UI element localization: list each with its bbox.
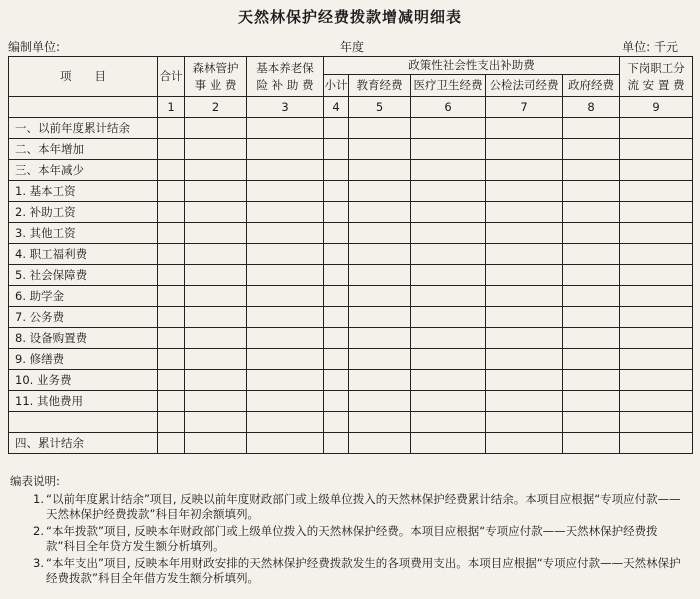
data-cell — [349, 139, 411, 160]
table-body — [9, 118, 693, 454]
data-cell — [324, 286, 349, 307]
data-cell — [324, 118, 349, 139]
data-cell — [158, 139, 185, 160]
data-cell — [349, 370, 411, 391]
row-label: 4. 职工福利费 — [9, 244, 158, 265]
header-policy-social-group: 政策性社会性支出补助费 — [324, 57, 620, 75]
data-cell — [158, 244, 185, 265]
column-number: 7 — [486, 97, 563, 118]
data-cell — [563, 181, 620, 202]
table-row — [9, 223, 693, 244]
data-cell — [349, 433, 411, 454]
data-cell — [324, 265, 349, 286]
data-cell — [324, 181, 349, 202]
data-cell — [247, 139, 324, 160]
data-cell — [486, 160, 563, 181]
data-cell — [158, 202, 185, 223]
data-cell — [324, 412, 349, 433]
data-cell — [486, 349, 563, 370]
data-cell — [349, 223, 411, 244]
row-label: 二、本年增加 — [9, 139, 158, 160]
data-cell — [349, 412, 411, 433]
data-cell — [158, 223, 185, 244]
data-cell — [185, 307, 247, 328]
data-cell — [620, 328, 693, 349]
data-cell — [158, 181, 185, 202]
data-cell — [563, 139, 620, 160]
data-cell — [411, 349, 486, 370]
data-cell — [620, 244, 693, 265]
data-cell — [486, 265, 563, 286]
row-label: 11. 其他费用 — [9, 391, 158, 412]
data-cell — [247, 181, 324, 202]
table-row — [9, 328, 693, 349]
data-cell — [185, 244, 247, 265]
data-cell — [324, 433, 349, 454]
note-item — [10, 556, 686, 587]
data-cell — [563, 328, 620, 349]
column-number: 4 — [324, 97, 349, 118]
data-cell — [563, 118, 620, 139]
data-cell — [324, 391, 349, 412]
data-cell — [247, 202, 324, 223]
data-cell — [247, 244, 324, 265]
data-cell — [486, 139, 563, 160]
row-label: 8. 设备购置费 — [9, 328, 158, 349]
detail-table — [8, 56, 693, 454]
document-title: 天然林保护经费拨款增减明细表 — [237, 8, 462, 26]
data-cell — [158, 370, 185, 391]
data-cell — [486, 370, 563, 391]
data-cell — [158, 118, 185, 139]
data-cell — [349, 181, 411, 202]
row-label: 1. 基本工资 — [9, 181, 158, 202]
note-text: “以前年度累计结余”项目, 反映以前年度财政部门或上级单位拨入的天然林保护经费累计结余。本项目应根据“专项应付款——天然林保护经费拨款”科目年初余额填列。 — [46, 491, 681, 521]
table-row — [9, 244, 693, 265]
header-medical: 医疗卫生经费 — [411, 75, 486, 97]
data-cell — [411, 223, 486, 244]
notes-section — [10, 474, 686, 588]
column-number: 9 — [620, 97, 693, 118]
table-row — [9, 307, 693, 328]
data-cell — [324, 328, 349, 349]
data-cell — [563, 433, 620, 454]
data-cell — [620, 370, 693, 391]
data-cell — [324, 223, 349, 244]
data-cell — [185, 265, 247, 286]
column-number: 8 — [563, 97, 620, 118]
header-item: 项 目 — [9, 57, 158, 97]
data-cell — [185, 118, 247, 139]
data-cell — [247, 370, 324, 391]
data-cell — [620, 286, 693, 307]
data-cell — [486, 118, 563, 139]
data-cell — [411, 328, 486, 349]
data-cell — [486, 223, 563, 244]
table-row — [9, 139, 693, 160]
column-number: 5 — [349, 97, 411, 118]
data-cell — [620, 202, 693, 223]
data-cell — [411, 118, 486, 139]
data-cell — [185, 139, 247, 160]
header-total: 合计 — [158, 57, 185, 97]
data-cell — [247, 223, 324, 244]
data-cell — [411, 265, 486, 286]
data-cell — [620, 433, 693, 454]
table-row — [9, 202, 693, 223]
data-cell — [563, 265, 620, 286]
header-government: 政府经费 — [563, 75, 620, 97]
data-cell — [620, 349, 693, 370]
data-cell — [411, 139, 486, 160]
data-cell — [247, 307, 324, 328]
data-cell — [411, 286, 486, 307]
data-cell — [247, 349, 324, 370]
data-cell — [247, 328, 324, 349]
data-cell — [158, 265, 185, 286]
data-cell — [247, 160, 324, 181]
data-cell — [486, 433, 563, 454]
data-cell — [349, 160, 411, 181]
data-cell — [411, 181, 486, 202]
table-row — [9, 118, 693, 139]
data-cell — [411, 244, 486, 265]
data-cell — [411, 391, 486, 412]
data-cell — [486, 286, 563, 307]
data-cell — [324, 202, 349, 223]
data-cell — [486, 328, 563, 349]
data-cell — [185, 202, 247, 223]
row-label: 7. 公务费 — [9, 307, 158, 328]
column-number: 1 — [158, 97, 185, 118]
data-cell — [411, 412, 486, 433]
row-label — [9, 412, 158, 433]
data-cell — [185, 286, 247, 307]
data-cell — [185, 412, 247, 433]
compiler-label: 编制单位: — [8, 40, 61, 54]
row-label: 5. 社会保障费 — [9, 265, 158, 286]
data-cell — [324, 139, 349, 160]
data-cell — [620, 181, 693, 202]
data-cell — [486, 412, 563, 433]
data-cell — [158, 412, 185, 433]
data-cell — [486, 391, 563, 412]
data-cell — [158, 307, 185, 328]
header-justice: 公检法司经费 — [486, 75, 563, 97]
data-cell — [247, 433, 324, 454]
notes-header: 编表说明: — [10, 474, 60, 488]
header-forest-protection: 森林管护 事 业 费 — [185, 57, 247, 97]
row-label: 10. 业务费 — [9, 370, 158, 391]
row-label: 3. 其他工资 — [9, 223, 158, 244]
row-label: 9. 修缮费 — [9, 349, 158, 370]
table-row — [9, 391, 693, 412]
data-cell — [247, 265, 324, 286]
table-row — [9, 412, 693, 433]
data-cell — [563, 391, 620, 412]
year-label: 年度 — [340, 40, 365, 54]
note-item — [10, 524, 686, 555]
data-cell — [620, 307, 693, 328]
note-number: 2. — [33, 523, 44, 538]
data-cell — [563, 202, 620, 223]
data-cell — [563, 223, 620, 244]
data-cell — [185, 391, 247, 412]
data-cell — [620, 160, 693, 181]
data-cell — [563, 244, 620, 265]
data-cell — [349, 118, 411, 139]
table-row — [9, 160, 693, 181]
data-cell — [158, 391, 185, 412]
row-label: 一、以前年度累计结余 — [9, 118, 158, 139]
data-cell — [563, 349, 620, 370]
data-cell — [620, 223, 693, 244]
note-item — [10, 492, 686, 523]
table-row — [9, 181, 693, 202]
data-cell — [185, 223, 247, 244]
row-label: 2. 补助工资 — [9, 202, 158, 223]
data-cell — [247, 391, 324, 412]
data-cell — [349, 244, 411, 265]
data-cell — [620, 139, 693, 160]
note-number: 1. — [33, 491, 44, 506]
data-cell — [185, 433, 247, 454]
data-cell — [247, 412, 324, 433]
data-cell — [185, 328, 247, 349]
table-row — [9, 349, 693, 370]
row-label: 三、本年减少 — [9, 160, 158, 181]
data-cell — [486, 307, 563, 328]
data-cell — [486, 181, 563, 202]
data-cell — [411, 370, 486, 391]
note-number: 3. — [33, 555, 44, 570]
column-number: 2 — [185, 97, 247, 118]
data-cell — [185, 349, 247, 370]
data-cell — [620, 265, 693, 286]
data-cell — [486, 202, 563, 223]
column-number — [9, 97, 158, 118]
data-cell — [158, 286, 185, 307]
data-cell — [411, 433, 486, 454]
data-cell — [349, 328, 411, 349]
data-cell — [411, 160, 486, 181]
data-cell — [620, 118, 693, 139]
data-cell — [563, 370, 620, 391]
data-cell — [324, 244, 349, 265]
data-cell — [563, 412, 620, 433]
column-number: 6 — [411, 97, 486, 118]
data-cell — [411, 307, 486, 328]
row-label: 四、累计结余 — [9, 433, 158, 454]
data-cell — [324, 160, 349, 181]
header-pension-subsidy: 基本养老保 险 补 助 费 — [247, 57, 324, 97]
data-cell — [247, 286, 324, 307]
data-cell — [185, 181, 247, 202]
header-education: 教育经费 — [349, 75, 411, 97]
data-cell — [411, 202, 486, 223]
header-subtotal: 小计 — [324, 75, 349, 97]
data-cell — [563, 286, 620, 307]
table-row — [9, 286, 693, 307]
data-cell — [349, 202, 411, 223]
note-text: “本年支出”项目, 反映本年用财政安排的天然林保护经费拨款发生的各项费用支出。本项目应根据“专项应付款——天然林保护经费拨款”科目全年借方发生额分析填列。 — [46, 555, 681, 585]
data-cell — [247, 118, 324, 139]
data-cell — [620, 391, 693, 412]
data-cell — [349, 265, 411, 286]
unit-label: 单位: 千元 — [622, 40, 678, 54]
data-cell — [185, 160, 247, 181]
data-cell — [620, 412, 693, 433]
data-cell — [563, 160, 620, 181]
data-cell — [563, 307, 620, 328]
data-cell — [324, 370, 349, 391]
data-cell — [349, 286, 411, 307]
table-row — [9, 370, 693, 391]
table-row — [9, 433, 693, 454]
table-row — [9, 265, 693, 286]
data-cell — [158, 328, 185, 349]
row-label: 6. 助学金 — [9, 286, 158, 307]
header-laid-off-resettlement: 下岗职工分 流 安 置 费 — [620, 57, 693, 97]
data-cell — [324, 349, 349, 370]
data-cell — [158, 349, 185, 370]
data-cell — [324, 307, 349, 328]
data-cell — [349, 349, 411, 370]
data-cell — [349, 307, 411, 328]
data-cell — [486, 244, 563, 265]
column-number: 3 — [247, 97, 324, 118]
data-cell — [349, 391, 411, 412]
note-text: “本年拨款”项目, 反映本年财政部门或上级单位拨入的天然林保护经费。本项目应根据“专项应付款——天然林保护经费拨款”科目全年贷方发生额分析填列。 — [46, 523, 658, 553]
data-cell — [158, 433, 185, 454]
data-cell — [185, 370, 247, 391]
data-cell — [158, 160, 185, 181]
